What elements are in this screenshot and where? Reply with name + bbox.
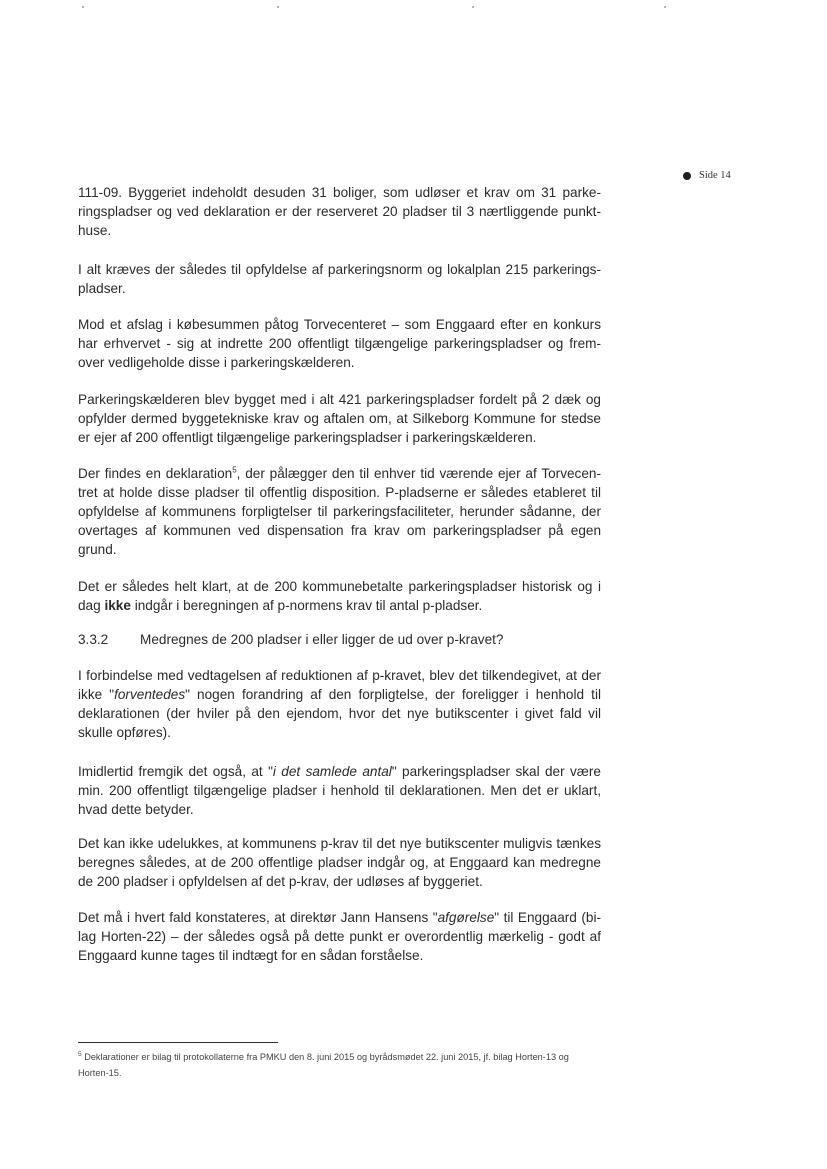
italic-text: forventedes xyxy=(114,687,186,702)
text-run: Det må i hvert fald konstateres, at direktør Jann Hansens " xyxy=(78,910,438,925)
paragraph xyxy=(78,390,601,447)
scan-speck xyxy=(82,6,84,8)
page-number-marker xyxy=(683,170,731,181)
footnote-reference[interactable]: 5 xyxy=(232,465,237,475)
section-heading xyxy=(78,630,601,649)
section-number: 3.3.2 xyxy=(78,632,109,647)
paragraph-text: Parkeringskælderen blev bygget med i alt 421 parkeringspladser fordelt på 2 dæk og opfylder dermed byggetekniske krav og aftalen om, at Silkeborg Kommune for stedse er ejer af 200 offentligt tilgængelige parkeringspladser i parkeringskælderen. xyxy=(78,392,601,445)
italic-text: i det samlede antal xyxy=(272,764,392,779)
text-run: Der findes en deklaration xyxy=(78,466,233,481)
paragraph xyxy=(78,908,601,965)
bold-text: ikke xyxy=(104,598,131,613)
text-run: I forbindelse med vedtagelsen af reduktionen af p-kravet, blev det tilkendegivet, at der ikke " xyxy=(78,668,601,702)
footnote xyxy=(78,1049,601,1081)
paragraph xyxy=(78,762,601,819)
paragraph xyxy=(78,577,601,615)
text-run: " til Enggaard (bi-lag Horten-22) – der således også på dette punkt er overordentlig mærkelig - godt af Enggaard kunne tages til indtægt for en sådan forståelse. xyxy=(78,910,601,963)
scan-speck xyxy=(472,6,474,8)
text-run: " parkeringspladser skal der være min. 200 offentligt tilgængelige pladser i henhold til deklarationen. Men det er uklart, hvad dette betyder. xyxy=(78,764,601,817)
footnote-text: Deklarationer er bilag til protokollaterne fra PMKU den 8. juni 2015 og byrådsmødet 22. juni 2015, jf. bilag Horten-13 og Horten-15. xyxy=(78,1052,569,1078)
paragraph xyxy=(78,260,601,298)
paragraph-text: I alt kræves der således til opfyldelse af parkeringsnorm og lokalplan 215 parkerings-pladser. xyxy=(78,262,601,296)
paragraph xyxy=(78,834,601,891)
text-run: Det er således helt klart, at de 200 kommunebetalte parkeringspladser historisk og i dag xyxy=(78,579,601,613)
paragraph xyxy=(78,666,601,742)
paragraph-text xyxy=(78,464,601,559)
paragraph-text xyxy=(78,666,601,742)
paragraph-text: 111-09. Byggeriet indeholdt desuden 31 boliger, som udløser et krav om 31 parke-ringspladser og ved deklaration er der reserveret 20 pladser til 3 nærtliggende punkt-huse. xyxy=(78,185,601,238)
text-run: Imidlertid fremgik det også, at " xyxy=(78,764,273,779)
italic-text: afgørelse xyxy=(437,910,495,925)
text-run: " nogen forandring af den forpligtelse, der foreligger i henhold til deklarationen (der hviler på den ejendom, hvor det nye butikscenter i givet fald vil skulle opføres). xyxy=(78,687,601,740)
text-run: indgår i beregningen af p-normens krav til antal p-pladser. xyxy=(130,598,483,613)
footnote-separator xyxy=(78,1042,278,1043)
paragraph-text: Mod et afslag i købesummen påtog Torvecenteret – som Enggaard efter en konkurs har erhvervet - sig at indrette 200 offentligt tilgængelige parkeringspladser og frem-over vedligeholde disse i parkeringskælderen. xyxy=(78,317,601,370)
footnote-number: 5 xyxy=(78,1050,82,1058)
text-run: , der pålægger den til enhver tid værende ejer af Torvecen-tret at holde disse pladser til offentlig disposition. P-pladserne er således etableret til opfyldelse af kommunens forpligtelser til parkeringsfaciliteter, herunder sådanne, der overtages af kommunen ved dispensation fra krav om parkeringspladser på egen grund. xyxy=(78,466,602,557)
scan-speck xyxy=(664,6,666,8)
paragraph-text: Det kan ikke udelukkes, at kommunens p-krav til det nye butikscenter muligvis tænkes beregnes således, at de 200 offentlige pladser indgår og, at Enggaard kan medregne de 200 pladser i opfyldelsen af det p-krav, der udløses af byggeriet. xyxy=(78,836,601,889)
section-title: Medregnes de 200 pladser i eller ligger de ud over p-kravet? xyxy=(140,632,504,647)
bullet-icon xyxy=(683,172,691,180)
paragraph xyxy=(78,315,601,372)
paragraph-text xyxy=(78,762,601,819)
scan-speck xyxy=(277,6,279,8)
paragraph-text xyxy=(78,577,601,615)
page-number: Side 14 xyxy=(699,170,731,181)
paragraph xyxy=(78,464,601,559)
paragraph xyxy=(78,183,601,240)
paragraph-text xyxy=(78,908,601,965)
